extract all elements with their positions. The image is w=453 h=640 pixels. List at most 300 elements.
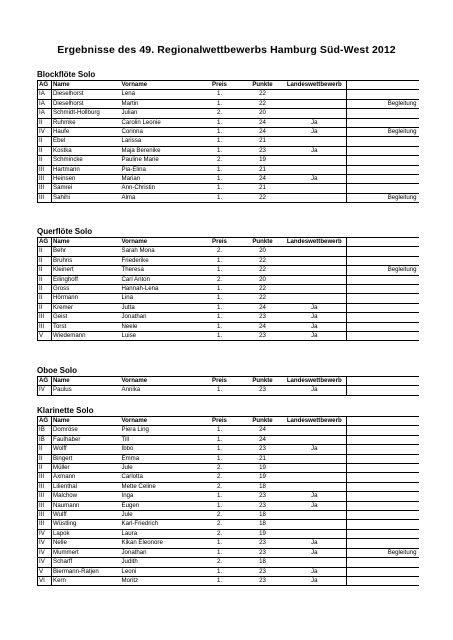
cell-bemerkung [347, 322, 419, 331]
cell-ag: IV [38, 529, 52, 538]
cell-punkte: 22 [243, 256, 283, 265]
cell-vorname: Hannah-Lena [121, 285, 197, 294]
table-row [38, 511, 419, 520]
cell-punkte: 22 [243, 285, 283, 294]
cell-name: Wiedemann [52, 332, 121, 341]
table-row [38, 193, 419, 202]
cell-preis: 1. [197, 501, 243, 510]
cell-name: Kostka [52, 146, 121, 155]
cell-vorname: Pia-Elina [121, 165, 197, 174]
cell-punkte: 23 [243, 445, 283, 454]
cell-vorname: Judith [121, 558, 197, 567]
column-header-landeswettbewerb: Landeswettbewerb [283, 377, 347, 386]
cell-punkte: 20 [243, 109, 283, 118]
cell-bemerkung: Begleitung [347, 99, 419, 108]
cell-bemerkung [347, 275, 419, 284]
cell-punkte: 23 [243, 539, 283, 548]
cell-preis: 1. [197, 99, 243, 108]
cell-name: Bingert [52, 454, 121, 463]
table-row [38, 109, 419, 118]
page-title: Ergebnisse des 49. Regionalwettbewerbs Hamburg Süd-West 2012 [57, 44, 396, 56]
column-header-preis: Preis [197, 81, 243, 90]
cell-name: Nelle [52, 539, 121, 548]
cell-ag: III [38, 482, 52, 491]
cell-landeswettbewerb [283, 426, 347, 435]
column-header-bemerkung [347, 81, 419, 90]
cell-bemerkung [347, 303, 419, 312]
results-table-blockfloete-solo [37, 80, 419, 203]
column-header-name: Name [52, 81, 121, 90]
cell-preis: 2. [197, 109, 243, 118]
cell-punkte: 23 [243, 548, 283, 557]
cell-preis: 1. [197, 576, 243, 585]
cell-punkte: 19 [243, 473, 283, 482]
cell-name: Axmann [52, 473, 121, 482]
cell-preis: 1. [197, 492, 243, 501]
cell-name: Paulus [52, 386, 121, 395]
table-row [38, 539, 419, 548]
cell-punkte: 21 [243, 165, 283, 174]
cell-bemerkung [347, 118, 419, 127]
table-row [38, 454, 419, 463]
cell-landeswettbewerb: Ja [283, 313, 347, 322]
cell-vorname: Larissa [121, 137, 197, 146]
table-row [38, 285, 419, 294]
cell-bemerkung [347, 473, 419, 482]
table-row [38, 501, 419, 510]
cell-name: Schmincke [52, 156, 121, 165]
cell-landeswettbewerb [283, 137, 347, 146]
cell-name: Dieselhorst [52, 99, 121, 108]
cell-ag: IV [38, 386, 52, 395]
column-header-vorname: Vorname [121, 81, 197, 90]
table-row [38, 332, 419, 341]
cell-punkte: 19 [243, 464, 283, 473]
cell-vorname: Leoni [121, 567, 197, 576]
table-row [38, 90, 419, 99]
column-header-name: Name [52, 377, 121, 386]
cell-bemerkung [347, 165, 419, 174]
cell-vorname: Theresa [121, 266, 197, 275]
cell-ag: II [38, 275, 52, 284]
cell-preis: 1. [197, 193, 243, 202]
cell-landeswettbewerb [283, 464, 347, 473]
cell-punkte: 18 [243, 520, 283, 529]
table-row [38, 128, 419, 137]
table-row [38, 464, 419, 473]
table-row [38, 275, 419, 284]
cell-preis: 2. [197, 558, 243, 567]
cell-vorname: Neele [121, 322, 197, 331]
table-row [38, 435, 419, 444]
cell-bemerkung [347, 175, 419, 184]
cell-ag: IV [38, 548, 52, 557]
table-row [38, 184, 419, 193]
cell-bemerkung [347, 146, 419, 155]
cell-punkte: 20 [243, 275, 283, 284]
cell-ag: III [38, 193, 52, 202]
cell-bemerkung [347, 313, 419, 322]
cell-vorname: Till [121, 435, 197, 444]
cell-bemerkung [347, 558, 419, 567]
cell-landeswettbewerb: Ja [283, 576, 347, 585]
cell-vorname: Piera Ling [121, 426, 197, 435]
cell-ag: IB [38, 435, 52, 444]
cell-vorname: Jutta [121, 303, 197, 312]
column-header-preis: Preis [197, 238, 243, 247]
cell-vorname: Alma [121, 193, 197, 202]
cell-punkte: 22 [243, 193, 283, 202]
cell-landeswettbewerb [283, 99, 347, 108]
cell-bemerkung [347, 511, 419, 520]
cell-ag: III [38, 165, 52, 174]
cell-preis: 1. [197, 435, 243, 444]
table-row [38, 492, 419, 501]
results-table-querfloete-solo [37, 237, 419, 341]
table-row [38, 482, 419, 491]
cell-bemerkung [347, 492, 419, 501]
cell-preis: 2. [197, 529, 243, 538]
cell-name: Ebel [52, 137, 121, 146]
cell-preis: 2. [197, 156, 243, 165]
column-header-ag: AG [38, 417, 52, 426]
cell-vorname: Jule [121, 464, 197, 473]
cell-bemerkung [347, 332, 419, 341]
cell-vorname: Sarah Mona [121, 247, 197, 256]
cell-vorname: Lina [121, 294, 197, 303]
cell-bemerkung: Begleitung [347, 193, 419, 202]
cell-name: Geist [52, 313, 121, 322]
cell-preis: 2. [197, 482, 243, 491]
cell-ag: II [38, 285, 52, 294]
cell-punkte: 22 [243, 99, 283, 108]
cell-preis: 2. [197, 473, 243, 482]
table-row [38, 156, 419, 165]
table-row [38, 266, 419, 275]
column-header-ag: AG [38, 377, 52, 386]
cell-punkte: 22 [243, 294, 283, 303]
cell-name: Schmidt-Hollburg [52, 109, 121, 118]
cell-landeswettbewerb [283, 529, 347, 538]
cell-name: Scharff [52, 558, 121, 567]
cell-name: Kremer [52, 303, 121, 312]
column-header-landeswettbewerb: Landeswettbewerb [283, 238, 347, 247]
cell-punkte: 24 [243, 303, 283, 312]
cell-ag: II [38, 118, 52, 127]
cell-ag: II [38, 464, 52, 473]
cell-name: Faulhaber [52, 435, 121, 444]
cell-ag: II [38, 454, 52, 463]
cell-name: Malchow [52, 492, 121, 501]
table-row [38, 303, 419, 312]
cell-vorname: Laura [121, 529, 197, 538]
cell-landeswettbewerb [283, 247, 347, 256]
table-row [38, 520, 419, 529]
cell-bemerkung [347, 445, 419, 454]
cell-landeswettbewerb [283, 90, 347, 99]
cell-bemerkung [347, 90, 419, 99]
cell-landeswettbewerb [283, 266, 347, 275]
cell-punkte: 23 [243, 492, 283, 501]
column-header-punkte: Punkte [243, 417, 283, 426]
cell-landeswettbewerb [283, 294, 347, 303]
cell-name: Kleinert [52, 266, 121, 275]
cell-vorname: Luise [121, 332, 197, 341]
cell-landeswettbewerb: Ja [283, 175, 347, 184]
cell-name: Haufe [52, 128, 121, 137]
cell-vorname: Carolin Leonie [121, 118, 197, 127]
cell-bemerkung [347, 426, 419, 435]
cell-bemerkung: Begleitung [347, 266, 419, 275]
table-row [38, 558, 419, 567]
column-header-punkte: Punkte [243, 377, 283, 386]
cell-vorname: Eugen [121, 501, 197, 510]
cell-preis: 1. [197, 539, 243, 548]
cell-vorname: Mette Celine [121, 482, 197, 491]
cell-ag: V [38, 332, 52, 341]
cell-landeswettbewerb: Ja [283, 332, 347, 341]
table-row [38, 99, 419, 108]
cell-vorname: Lena [121, 90, 197, 99]
cell-name: Ruhmke [52, 118, 121, 127]
cell-vorname: Carlotta [121, 473, 197, 482]
cell-landeswettbewerb: Ja [283, 501, 347, 510]
table-row [38, 567, 419, 576]
cell-ag: III [38, 473, 52, 482]
cell-preis: 1. [197, 548, 243, 557]
cell-landeswettbewerb [283, 520, 347, 529]
cell-bemerkung [347, 529, 419, 538]
cell-ag: VI [38, 576, 52, 585]
cell-vorname: Inga [121, 492, 197, 501]
cell-ag: III [38, 492, 52, 501]
cell-bemerkung [347, 184, 419, 193]
cell-name: Hartmann [52, 165, 121, 174]
cell-preis: 1. [197, 165, 243, 174]
cell-name: Lilienthal [52, 482, 121, 491]
cell-vorname: Karl-Friedrich [121, 520, 197, 529]
table-row [38, 473, 419, 482]
column-header-punkte: Punkte [243, 238, 283, 247]
table-row [38, 247, 419, 256]
cell-landeswettbewerb: Ja [283, 118, 347, 127]
table-row [38, 165, 419, 174]
table-row [38, 386, 419, 395]
cell-preis: 1. [197, 146, 243, 155]
cell-name: Mummert [52, 548, 121, 557]
column-header-ag: AG [38, 81, 52, 90]
cell-landeswettbewerb [283, 558, 347, 567]
cell-preis: 1. [197, 118, 243, 127]
cell-landeswettbewerb [283, 454, 347, 463]
cell-ag: IB [38, 426, 52, 435]
cell-bemerkung [347, 576, 419, 585]
cell-preis: 2. [197, 511, 243, 520]
cell-punkte: 24 [243, 426, 283, 435]
cell-preis: 2. [197, 464, 243, 473]
table-row [38, 137, 419, 146]
cell-punkte: 24 [243, 128, 283, 137]
cell-vorname: Maja Berenike [121, 146, 197, 155]
section-title-oboe-solo: Oboe Solo [37, 366, 77, 375]
cell-vorname: Martin [121, 99, 197, 108]
cell-name: Eilinghoff [52, 275, 121, 284]
table-header-row [38, 238, 419, 247]
cell-bemerkung [347, 386, 419, 395]
cell-landeswettbewerb: Ja [283, 548, 347, 557]
section-title-blockfloete-solo: Blockflöte Solo [37, 70, 96, 79]
cell-preis: 1. [197, 90, 243, 99]
cell-ag: IA [38, 99, 52, 108]
cell-vorname: Ann-Christin [121, 184, 197, 193]
cell-ag: IV [38, 558, 52, 567]
cell-name: Wolff [52, 445, 121, 454]
cell-bemerkung: Begleitung [347, 128, 419, 137]
table-row [38, 175, 419, 184]
column-header-name: Name [52, 238, 121, 247]
cell-vorname: Kikan Eleonore [121, 539, 197, 548]
cell-name: Wüstling [52, 520, 121, 529]
section-title-querfloete-solo: Querflöte Solo [37, 227, 93, 236]
cell-ag: II [38, 303, 52, 312]
cell-punkte: 23 [243, 386, 283, 395]
cell-punkte: 23 [243, 313, 283, 322]
column-header-landeswettbewerb: Landeswettbewerb [283, 81, 347, 90]
cell-ag: II [38, 146, 52, 155]
cell-landeswettbewerb: Ja [283, 322, 347, 331]
cell-preis: 1. [197, 266, 243, 275]
cell-landeswettbewerb [283, 184, 347, 193]
cell-preis: 2. [197, 275, 243, 284]
cell-punkte: 20 [243, 247, 283, 256]
cell-landeswettbewerb [283, 156, 347, 165]
cell-preis: 2. [197, 520, 243, 529]
cell-vorname: Ibbo [121, 445, 197, 454]
cell-landeswettbewerb [283, 435, 347, 444]
cell-ag: IV [38, 128, 52, 137]
cell-ag: IV [38, 539, 52, 548]
cell-ag: IA [38, 90, 52, 99]
cell-landeswettbewerb: Ja [283, 386, 347, 395]
table-row [38, 576, 419, 585]
cell-ag: III [38, 184, 52, 193]
cell-name: Lapok [52, 529, 121, 538]
table-row [38, 294, 419, 303]
cell-ag: III [38, 322, 52, 331]
cell-punkte: 23 [243, 567, 283, 576]
cell-ag: II [38, 294, 52, 303]
cell-name: Torst [52, 322, 121, 331]
table-row [38, 313, 419, 322]
cell-preis: 1. [197, 567, 243, 576]
cell-vorname: Marian [121, 175, 197, 184]
column-header-vorname: Vorname [121, 238, 197, 247]
cell-punkte: 24 [243, 118, 283, 127]
table-row [38, 548, 419, 557]
cell-landeswettbewerb [283, 193, 347, 202]
cell-ag: II [38, 156, 52, 165]
cell-vorname: Jule [121, 511, 197, 520]
cell-ag: III [38, 175, 52, 184]
cell-landeswettbewerb: Ja [283, 567, 347, 576]
cell-bemerkung [347, 464, 419, 473]
cell-landeswettbewerb: Ja [283, 445, 347, 454]
cell-preis: 1. [197, 426, 243, 435]
cell-bemerkung [347, 435, 419, 444]
cell-vorname: Friederike [121, 256, 197, 265]
cell-landeswettbewerb [283, 482, 347, 491]
column-header-bemerkung [347, 238, 419, 247]
cell-punkte: 18 [243, 558, 283, 567]
cell-punkte: 23 [243, 501, 283, 510]
cell-bemerkung [347, 285, 419, 294]
cell-vorname: Pauline Marie [121, 156, 197, 165]
table-row [38, 146, 419, 155]
table-row [38, 322, 419, 331]
cell-name: Bruhns [52, 256, 121, 265]
table-row [38, 426, 419, 435]
cell-punkte: 24 [243, 322, 283, 331]
cell-preis: 1. [197, 386, 243, 395]
cell-name: Behr [52, 247, 121, 256]
cell-ag: III [38, 520, 52, 529]
section-title-klarinette-solo: Klarinette Solo [37, 406, 94, 415]
cell-bemerkung [347, 539, 419, 548]
cell-ag: II [38, 137, 52, 146]
table-row [38, 529, 419, 538]
cell-name: Dieselhorst [52, 90, 121, 99]
column-header-name: Name [52, 417, 121, 426]
cell-bemerkung [347, 454, 419, 463]
cell-punkte: 23 [243, 146, 283, 155]
cell-ag: III [38, 313, 52, 322]
cell-punkte: 18 [243, 482, 283, 491]
table-header-row [38, 81, 419, 90]
cell-preis: 1. [197, 322, 243, 331]
cell-bemerkung [347, 156, 419, 165]
column-header-vorname: Vorname [121, 417, 197, 426]
cell-landeswettbewerb: Ja [283, 539, 347, 548]
cell-name: Samrei [52, 184, 121, 193]
cell-punkte: 21 [243, 454, 283, 463]
cell-landeswettbewerb [283, 473, 347, 482]
cell-preis: 1. [197, 454, 243, 463]
table-header-row [38, 417, 419, 426]
table-row [38, 445, 419, 454]
cell-landeswettbewerb: Ja [283, 128, 347, 137]
cell-ag: II [38, 247, 52, 256]
cell-landeswettbewerb [283, 256, 347, 265]
cell-punkte: 24 [243, 435, 283, 444]
cell-vorname: Annika [121, 386, 197, 395]
column-header-vorname: Vorname [121, 377, 197, 386]
table-row [38, 256, 419, 265]
cell-vorname: Julian [121, 109, 197, 118]
cell-bemerkung [347, 520, 419, 529]
cell-vorname: Emma [121, 454, 197, 463]
cell-name: Sahihi [52, 193, 121, 202]
cell-name: Kern [52, 576, 121, 585]
table-header-row [38, 377, 419, 386]
cell-ag: II [38, 256, 52, 265]
cell-punkte: 21 [243, 137, 283, 146]
cell-landeswettbewerb [283, 285, 347, 294]
cell-preis: 1. [197, 184, 243, 193]
cell-punkte: 19 [243, 156, 283, 165]
cell-ag: II [38, 266, 52, 275]
results-table-klarinette-solo [37, 416, 419, 586]
cell-punkte: 23 [243, 332, 283, 341]
